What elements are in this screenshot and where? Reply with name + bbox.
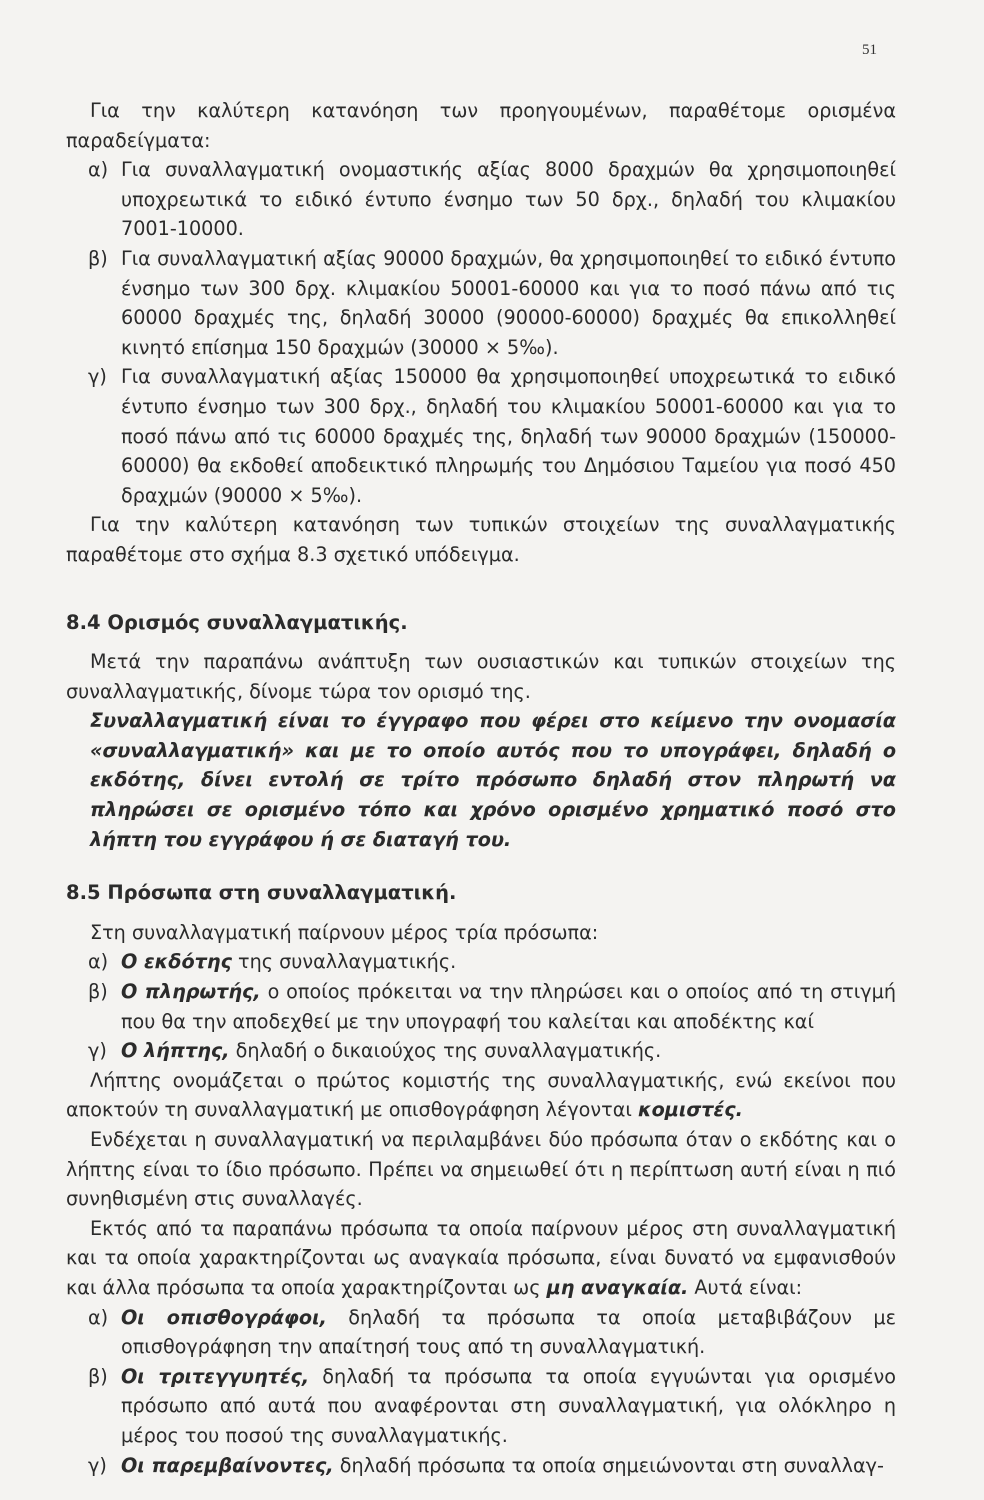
person-term: Ο πληρωτής,: [121, 980, 261, 1004]
item-label: α): [88, 158, 109, 182]
bearers-paragraph: Λήπτης ονομάζεται ο πρώτος κομιστής της συναλλαγματικής, ενώ εκείνοι που αποκτούν τη συναλλαγματική με οπισθογράφηση λέγονται κομιστές.: [66, 1068, 896, 1122]
intro-paragraph: Για την καλύτερη κατανόηση των προηγουμένων, παραθέτομε ορισμένα παραδείγματα:: [66, 99, 896, 152]
person-item: [66, 1036, 896, 1066]
definition-paragraph: Συναλλαγματική είναι το έγγραφο που φέρει στο κείμενο την ονομασία «συναλλαγματική» και με το οποίο αυτός που το υπογράφει, δηλαδή ο εκδότης, δίνει εντολή σε τρίτο πρόσωπο δηλαδή στον πληρωτή να πληρώσει σε ορισμένο τόπο και χρόνο ορισμένο χρηματικό ποσό στο λήπτη του εγγράφου ή σε διαταγή του.: [90, 709, 896, 851]
section-heading-8-4: 8.4 Ορισμός συναλλαγματικής.: [66, 610, 408, 634]
item-label: β): [88, 1364, 108, 1388]
item-label: γ): [88, 1453, 107, 1477]
other-person-term: Οι παρεμβαίνοντες,: [121, 1453, 334, 1477]
other-person-item: [66, 1303, 896, 1362]
two-persons-paragraph: Ενδέχεται η συναλλαγματική να περιλαμβάνει δύο πρόσωπα όταν ο εκδότης και ο λήπτης είναι το ίδιο πρόσωπο. Πρέπει να σημειωθεί ότι η περίπτωση αυτή είναι η πιό συνηθισμένη στις συναλλαγές.: [66, 1128, 896, 1211]
item-text: Για συναλλαγματική αξίας 150000 θα χρησιμοποιηθεί υποχρεωτικά το ειδικό έντυπο ένσημο των 300 δρχ., δηλαδή του κλιμακίου 50001-60000 και για το ποσό πάνω από τις 60000 δραχμές της, δηλαδή των 90000 δραχμών (150000-60000) θα εκδοθεί αποδεικτικό πληρωμής του Δημόσιου Ταμείου για ποσό 450 δραχμών (90000 × 5‰).: [121, 365, 896, 507]
person-text: ο οποίος πρόκειται να την πληρώσει και ο οποίος από τη στιγμή που θα την αποδεχθεί με την υπογραφή του καλείται και αποδέκτης καί: [121, 980, 897, 1033]
person-text: δηλαδή ο δικαιούχος της συναλλαγματικής.: [229, 1039, 662, 1063]
person-term: Ο εκδότης: [121, 950, 232, 974]
other-person-text: δηλαδή τα πρόσωπα τα οποία εγγυώνται για ορισμένο πρόσωπο από αυτά που αναφέρονται στη συναλλαγματική, για ολόκληρο η μέρος του ποσού της συναλλαγματικής.: [121, 1364, 896, 1447]
other-person-text: δηλαδή τα πρόσωπα τα οποία μεταβιβάζουν με οπισθογράφηση την απαίτησή τους από τη συναλλαγματική.: [121, 1305, 897, 1359]
bearers-term: κομιστές.: [637, 1098, 743, 1122]
item-text: Για συναλλαγματική αξίας 90000 δραχμών, θα χρησιμοποιηθεί το ειδικό έντυπο ένσημο των 300 δρχ. κλιμακίου 50001-60000 και για το ποσό πάνω από τις 60000 δραχμές της, δηλαδή 30000 (90000-60000) δραχμές θα επικολληθεί κινητό επίσημα 150 δραχμών (30000 × 5‰).: [121, 246, 896, 359]
person-text: της συναλλαγματικής.: [231, 950, 457, 974]
other-person-item: [66, 1451, 896, 1481]
non-essential-term: μη αναγκαία.: [546, 1275, 689, 1299]
section-heading-8-5: 8.5 Πρόσωπα στη συναλλαγματική.: [66, 881, 457, 905]
person-term: Ο λήπτης,: [121, 1039, 230, 1063]
non-essential-paragraph: Εκτός από τα παραπάνω πρόσωπα τα οποία παίρνουν μέρος στη συναλλαγματική και τα οποία χαρακτηρίζονται ως αναγκαία πρόσωπα, είναι δυνατό να εμφανισθούν και άλλα πρόσωπα τα οποία χαρακτηρίζονται ως μη αναγκαία. Αυτά είναι:: [66, 1216, 896, 1299]
item-label: β): [88, 980, 108, 1004]
other-person-text: δηλαδή πρόσωπα τα οποία σημειώνονται στη συναλλαγ-: [333, 1453, 884, 1477]
item-label: β): [88, 246, 108, 270]
other-person-term: Οι οπισθογράφοι,: [121, 1305, 327, 1329]
person-item: [66, 947, 896, 977]
item-label: α): [88, 950, 109, 974]
intro-closing: Για την καλύτερη κατανόηση των τυπικών στοιχείων της συναλλαγματικής παραθέτομε στο σχήμα 8.3 σχετικό υπόδειγμα.: [66, 513, 896, 566]
item-label: γ): [88, 1039, 107, 1063]
page-body: [66, 96, 896, 1480]
section-8-4-paragraph: Μετά την παραπάνω ανάπτυξη των ουσιαστικών και τυπικών στοιχείων της συναλλαγματικής, δίνομε τώρα τον ορισμό της.: [66, 650, 896, 703]
example-item: [66, 362, 896, 510]
example-item: [66, 244, 896, 362]
page-number: 51: [862, 42, 877, 58]
other-person-item: [66, 1362, 896, 1451]
example-item: [66, 155, 896, 244]
other-person-term: Οι τριτεγγυητές,: [121, 1364, 310, 1388]
item-label: γ): [88, 365, 107, 389]
item-label: α): [88, 1305, 109, 1329]
person-item: [66, 977, 896, 1036]
section-8-5-intro: Στη συναλλαγματική παίρνουν μέρος τρία πρόσωπα:: [90, 920, 599, 944]
item-text: Για συναλλαγματική ονομαστικής αξίας 8000 δραχμών θα χρησιμοποιηθεί υποχρεωτικά το ειδικό έντυπο ένσημο των 50 δρχ., δηλαδή του κλιμακίου 7001-10000.: [121, 158, 896, 241]
